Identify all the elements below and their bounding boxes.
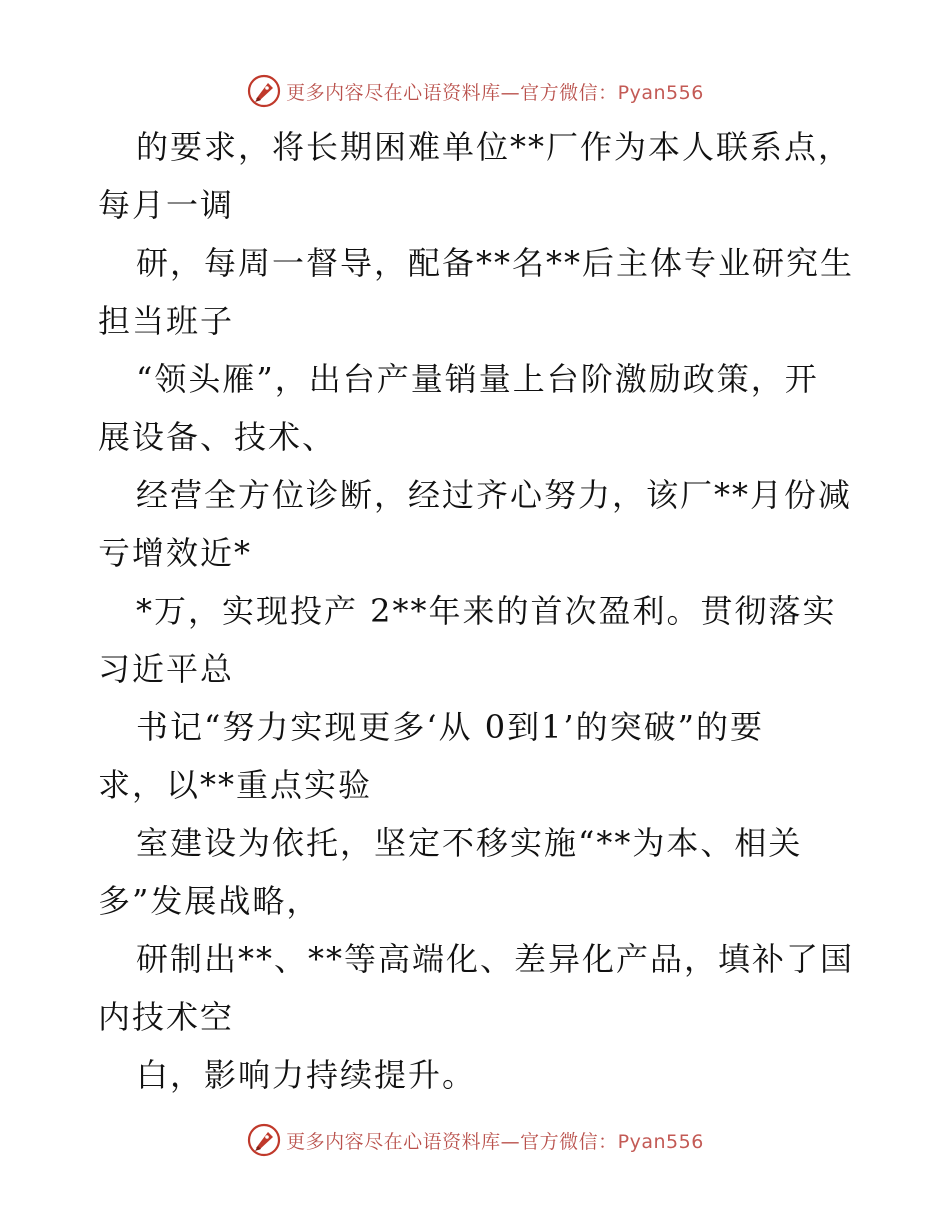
footer-wechat-id: Pyan556 (617, 1130, 704, 1153)
body-line: 多”发展战略， (98, 882, 321, 920)
body-line: 习近平总 (98, 650, 235, 688)
pen-nib-logo-icon (246, 1122, 282, 1158)
body-line: 亏增效近* (98, 534, 253, 572)
body-line: 担当班子 (98, 302, 235, 340)
body-line: 经营全方位诊断，经过齐心努力，该厂**月份减 (136, 476, 853, 514)
header-banner-text: 更多内容尽在心语资料库—官方微信：Pyan556 (286, 81, 704, 104)
body-line: 书记“努力实现更多‘从 0到1’的突破”的要 (136, 708, 764, 746)
body-line: 室建设为依托，坚定不移实施“**为本、相关 (136, 824, 803, 862)
footer-banner-text: 更多内容尽在心语资料库—官方微信：Pyan556 (286, 1130, 704, 1153)
body-line: 展设备、技术、 (98, 418, 337, 456)
header-banner (0, 71, 950, 111)
body-line: 每月一调 (98, 186, 235, 224)
body-line: 内技术空 (98, 998, 235, 1036)
document-body (98, 118, 858, 1104)
body-line: *万，实现投产 2**年来的首次盈利。贯彻落实 (136, 592, 837, 630)
body-line: 的要求，将长期困难单位**厂作为本人联系点， (136, 128, 853, 166)
footer-banner (0, 1120, 950, 1160)
pen-nib-logo-icon (246, 73, 282, 109)
body-line: 求，以**重点实验 (98, 766, 373, 804)
header-wechat-id: Pyan556 (617, 81, 704, 104)
body-line: 研制出**、**等高端化、差异化产品，填补了国 (136, 940, 855, 978)
body-line: “领头雁”，出台产量销量上台阶激励政策，开 (136, 360, 819, 398)
body-line: 研，每周一督导，配备**名**后主体专业研究生 (136, 244, 855, 282)
body-line: 白，影响力持续提升。 (136, 1056, 477, 1094)
